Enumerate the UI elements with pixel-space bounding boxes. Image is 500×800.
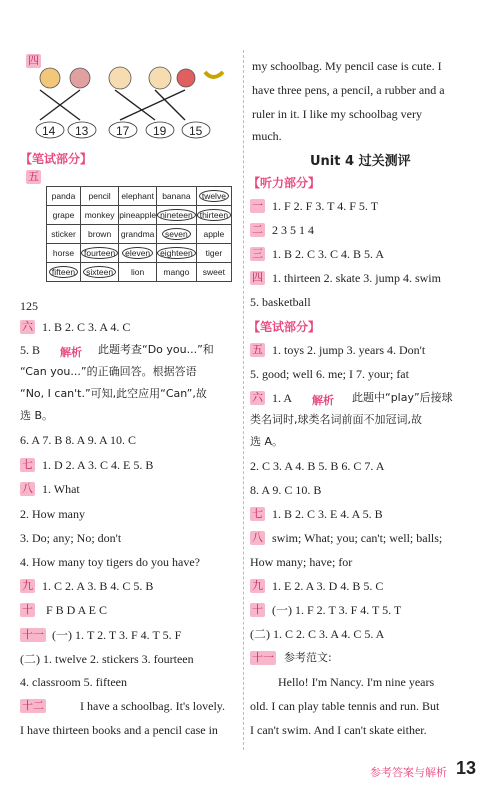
- grid-cell: [47, 225, 81, 244]
- answer-line: How many; have; for: [250, 555, 353, 569]
- grid-word: banana: [162, 191, 191, 201]
- grid-word: lion: [131, 267, 145, 277]
- grid-row: [47, 244, 232, 263]
- grid-cell: [196, 206, 231, 225]
- q5-tag: 五: [28, 170, 39, 183]
- circled-word: sixteen: [83, 266, 116, 278]
- grid-word: horse: [52, 248, 75, 258]
- match-number: 14: [42, 124, 56, 138]
- q11-tag: 十一: [22, 628, 44, 641]
- answer-line: 1. B 2. C 3. A 4. C: [42, 320, 131, 334]
- answer-line: 2 3 5 1 4: [272, 223, 314, 237]
- l1-tag: 一: [252, 199, 263, 212]
- grid-cell: [81, 244, 119, 263]
- grid-cell: [81, 225, 119, 244]
- explanation-text: “Can you...”的正确回答。根据答语: [20, 365, 197, 378]
- word-count: 125: [20, 299, 38, 313]
- answer-line: (二) 1. twelve 2. stickers 3. fourteen: [20, 652, 194, 666]
- word-search-grid: [46, 186, 232, 282]
- fruit-icon: [70, 68, 90, 88]
- answer-line: 1. E 2. A 3. D 4. B 5. C: [272, 579, 384, 593]
- grid-cell: [196, 263, 231, 282]
- child-face-icon: [109, 67, 131, 89]
- grid-word: mango: [163, 267, 190, 277]
- match-number: 17: [116, 124, 130, 138]
- q9-tag: 九: [22, 579, 33, 592]
- essay-line: I have thirteen books and a pencil case in: [20, 723, 218, 737]
- essay-line: my schoolbag. My pencil case is cute. I: [252, 59, 442, 73]
- answer-line: 5. good; well 6. me; I 7. your; fat: [250, 367, 409, 381]
- essay-line: much.: [252, 129, 282, 143]
- grid-word: brown: [88, 229, 112, 239]
- grid-cell: [119, 263, 157, 282]
- answer-line: 1. C 2. A 3. B 4. C 5. B: [42, 579, 154, 593]
- column-divider: [243, 50, 244, 750]
- essay-line: I have a schoolbag. It's lovely.: [80, 699, 226, 713]
- answer-line: swim; What; you; can't; well; balls;: [272, 531, 443, 545]
- grid-word: elephant: [121, 191, 154, 201]
- answer-line: 2. C 3. A 4. B 5. B 6. C 7. A: [250, 459, 385, 473]
- answer-line: 1. What: [42, 482, 80, 496]
- w7-tag: 七: [252, 507, 263, 520]
- answer-line: 4. How many toy tigers do you have?: [20, 555, 200, 569]
- footer-label: 参考答案与解析: [370, 766, 447, 779]
- answer-line: 5. B: [20, 343, 41, 357]
- answer-line: 1. B 2. C 3. C 4. B 5. A: [272, 247, 385, 261]
- grid-row: [47, 187, 232, 206]
- explanation-text: 选 B。: [20, 409, 54, 422]
- answer-line: 8. A 9. C 10. B: [250, 483, 322, 497]
- w5-tag: 五: [252, 343, 263, 356]
- answer-line: 5. basketball: [250, 295, 311, 309]
- circled-word: thirteen: [197, 209, 231, 221]
- w6-tag: 六: [252, 391, 263, 404]
- essay-line: old. I can play table tennis and run. But: [250, 699, 440, 713]
- answer-line: 1. toys 2. jump 3. years 4. Don't: [272, 343, 426, 357]
- q10-tag: 十: [22, 603, 33, 616]
- w9-tag: 九: [252, 579, 263, 592]
- q6-tag: 六: [22, 320, 33, 333]
- circled-word: seven: [162, 228, 191, 240]
- q4-tag: 四: [28, 54, 39, 67]
- grid-word: grandma: [120, 229, 155, 239]
- grid-cell: [157, 225, 197, 244]
- q12-tag: 十二: [22, 699, 44, 712]
- answer-line: 1. A: [272, 391, 293, 405]
- grid-cell: [81, 206, 119, 225]
- written-section-header-2: 【笔试部分】: [248, 320, 321, 334]
- essay-line: ruler in it. I like my schoolbag very: [252, 107, 422, 121]
- grid-cell: [81, 187, 119, 206]
- l4-tag: 四: [252, 271, 263, 284]
- grid-cell: [119, 244, 157, 263]
- match-number: 13: [75, 124, 89, 138]
- grid-word: sweet: [202, 267, 225, 277]
- grid-cell: [157, 244, 197, 263]
- sample-essay-label: 参考范文:: [284, 651, 332, 664]
- answer-line: (一) 1. T 2. T 3. F 4. T 5. F: [52, 628, 182, 642]
- grid-cell: [47, 263, 81, 282]
- answer-line: 1. thirteen 2. skate 3. jump 4. swim: [272, 271, 441, 285]
- circled-word: twelve: [199, 190, 229, 202]
- essay-line: I can't swim. And I can't skate either.: [250, 723, 427, 737]
- fruit-icon: [177, 69, 195, 87]
- essay-line: Hello! I'm Nancy. I'm nine years: [278, 675, 435, 689]
- fruit-icon: [40, 68, 60, 88]
- grid-word: sticker: [51, 229, 76, 239]
- w10-tag: 十: [252, 603, 263, 616]
- circled-word: nineteen: [157, 209, 196, 221]
- explanation-text: 此题考查“Do you...”和: [98, 343, 214, 356]
- explanation-text: 类名词时,球类名词前面不加冠词,故: [250, 413, 422, 426]
- grid-cell: [81, 263, 119, 282]
- grid-cell: [196, 187, 231, 206]
- grid-word: grape: [52, 210, 75, 220]
- circled-word: fourteen: [81, 247, 118, 259]
- explanation-label: 解析: [312, 394, 334, 407]
- explanation-text: 选 A。: [250, 435, 284, 448]
- answer-line: 3. Do; any; No; don't: [20, 531, 122, 545]
- grid-cell: [47, 206, 81, 225]
- answer-line: 1. B 2. C 3. E 4. A 5. B: [272, 507, 383, 521]
- grid-row: [47, 263, 232, 282]
- grid-word: tiger: [205, 248, 223, 258]
- answer-line: 1. D 2. A 3. C 4. E 5. B: [42, 458, 154, 472]
- answer-line: 2. How many: [20, 507, 85, 521]
- explanation-text: 此题中“play”后接球: [352, 391, 453, 404]
- answer-line: (二) 1. C 2. C 3. A 4. C 5. A: [250, 627, 385, 641]
- circled-word: fifteen: [49, 266, 78, 278]
- answer-line: 4. classroom 5. fifteen: [20, 675, 127, 689]
- grid-cell: [157, 263, 197, 282]
- l2-tag: 二: [252, 223, 263, 236]
- grid-word: pineapple: [119, 210, 157, 220]
- w11-tag: 十一: [252, 651, 274, 664]
- match-number: 15: [189, 124, 203, 138]
- grid-word: panda: [51, 191, 76, 201]
- banana-icon: [205, 72, 223, 77]
- unit-title: Unit 4 过关测评: [310, 154, 411, 169]
- explanation-text: “No, I can't.”可知,此空应用“Can”,故: [20, 387, 207, 400]
- circled-word: eleven: [122, 247, 153, 259]
- grid-cell: [157, 206, 197, 225]
- answer-line: 6. A 7. B 8. A 9. A 10. C: [20, 433, 137, 447]
- grid-cell: [47, 244, 81, 263]
- essay-line: have three pens, a pencil, a rubber and a: [252, 83, 445, 97]
- explanation-label: 解析: [60, 346, 82, 359]
- grid-word: apple: [203, 229, 225, 239]
- listening-section-header: 【听力部分】: [248, 176, 321, 190]
- child-face-icon: [149, 67, 171, 89]
- grid-cell: [157, 187, 197, 206]
- answer-line: F B D A E C: [46, 603, 108, 617]
- grid-cell: [119, 187, 157, 206]
- w8-tag: 八: [252, 531, 263, 544]
- grid-cell: [119, 225, 157, 244]
- grid-word: monkey: [84, 210, 115, 220]
- written-section-header: 【笔试部分】: [20, 152, 93, 166]
- grid-word: pencil: [88, 191, 111, 201]
- page-number: 13: [456, 758, 477, 778]
- q8-tag: 八: [22, 482, 33, 495]
- answer-line: 1. F 2. F 3. T 4. F 5. T: [272, 199, 379, 213]
- circled-word: eighteen: [157, 247, 196, 259]
- grid-row: [47, 225, 232, 244]
- l3-tag: 三: [252, 247, 263, 260]
- grid-cell: [119, 206, 157, 225]
- grid-cell: [196, 244, 231, 263]
- q7-tag: 七: [22, 458, 33, 471]
- grid-cell: [47, 187, 81, 206]
- answer-line: (一) 1. F 2. T 3. F 4. T 5. T: [272, 603, 402, 617]
- match-number: 19: [153, 124, 167, 138]
- grid-cell: [196, 225, 231, 244]
- grid-row: [47, 206, 232, 225]
